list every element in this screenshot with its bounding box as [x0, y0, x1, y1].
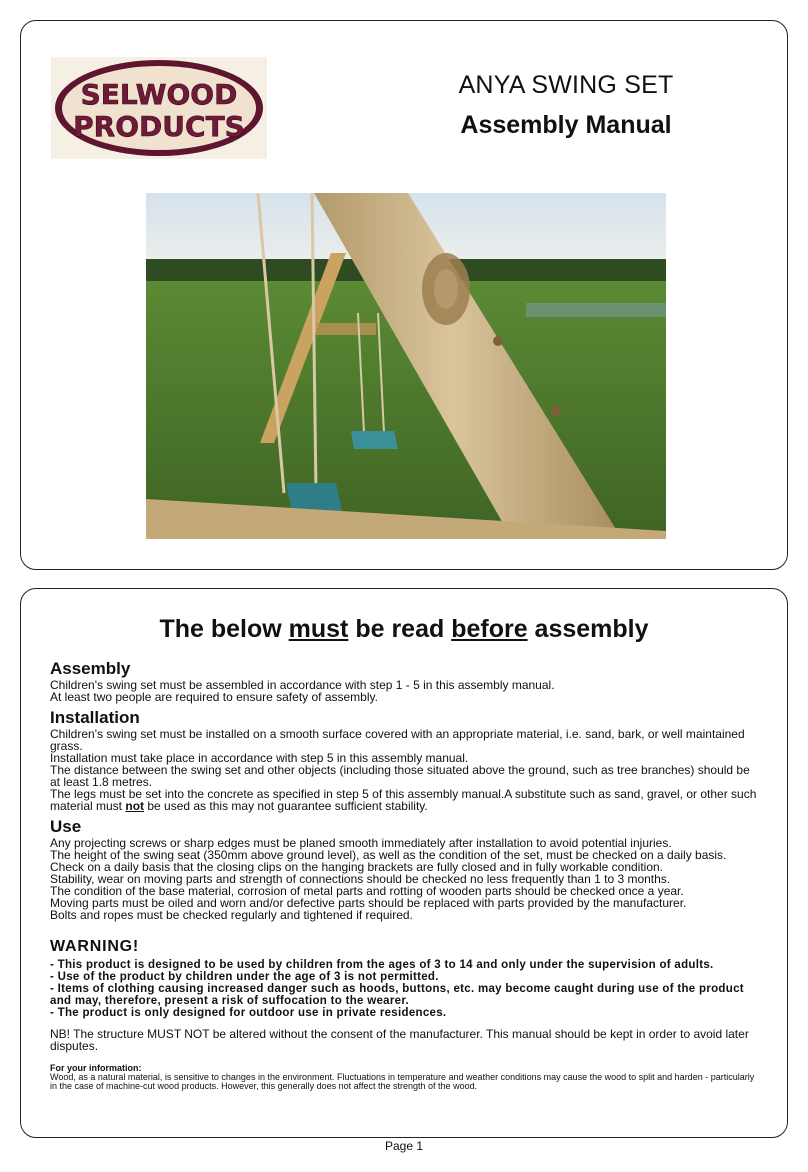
installation-heading: Installation	[50, 708, 140, 727]
installation-line-2: Installation must take place in accordance with step 5 in this assembly manual.	[50, 751, 469, 765]
info-text: Wood, as a natural material, is sensitive to changes in the environment. Fluctuations in temperature and weather conditions may cause the wood to split and harden - particularly in the case of machine-cut wood products. However, this generally does not affect the strength of the wood.	[50, 1072, 755, 1091]
headline-part3: assembly	[527, 615, 649, 643]
assembly-line-2: At least two people are required to ensure safety of assembly.	[50, 690, 378, 704]
installation-line-1: Children's swing set must be installed on a smooth surface covered with an appropriate material, i.e. sand, bark, or well maintained grass.	[50, 727, 745, 753]
use-heading: Use	[50, 817, 82, 836]
use-line-1: Any projecting screws or sharp edges must be planed smooth immediately after installation to avoid potential injuries.	[50, 836, 672, 850]
headline-part2: be read	[348, 615, 452, 643]
assembly-heading: Assembly	[50, 659, 131, 678]
installation-line-4b: be used as this may not guarantee sufficient stability.	[144, 799, 428, 813]
use-line-7: Bolts and ropes must be checked regularly and tightened if required.	[50, 908, 413, 922]
warning-heading: WARNING!	[50, 938, 140, 955]
photo-illustration	[146, 193, 666, 539]
warning-item-3: - Items of clothing causing increased danger such as hoods, buttons, etc. may become caught during use of the product and may, therefore, present a risk of suffocation to the wearer.	[50, 983, 744, 1007]
page-number: Page 1	[384, 1139, 424, 1153]
use-line-2: The height of the swing seat (350mm above ground level), as well as the condition of the set, must be checked on a daily basis.	[50, 848, 727, 862]
headline-part1: The below	[159, 615, 289, 643]
product-title: ANYA SWING SET	[458, 71, 674, 99]
installation-line-3: The distance between the swing set and other objects (including those situated above the ground, such as tree branches) should be at least 1.8 metres.	[50, 763, 750, 789]
warning-list	[50, 959, 761, 1019]
installation-line-4	[50, 788, 761, 812]
assembly-line-1: Children's swing set must be assembled in accordance with step 1 - 5 in this assembly manual.	[50, 678, 555, 692]
installation-line-4a: The legs must be set into the concrete as specified in step 5 of this assembly manual.A substitute such as sand, gravel, or other such material must	[50, 787, 757, 813]
swing-set-photo	[146, 193, 666, 539]
installation-not: not	[125, 799, 145, 813]
read-before-assembly-headline	[21, 615, 787, 644]
logo-line1: SELWOOD	[80, 78, 238, 111]
cover-panel	[20, 20, 788, 570]
logo-image	[51, 57, 267, 159]
logo-line2: PRODUCTS	[73, 110, 245, 143]
headline-must: must	[288, 615, 349, 643]
use-line-6: Moving parts must be oiled and worn and/or defective parts should be replaced with parts provided by the manufacturer.	[50, 896, 687, 910]
use-line-3: Check on a daily basis that the closing clips on the hanging brackets are fully closed and in fully workable condition.	[50, 860, 664, 874]
use-line-5: The condition of the base material, corrosion of metal parts and rotting of wooden parts should be checked once a year.	[50, 884, 684, 898]
notice-content	[50, 659, 761, 1091]
warning-item-2: - Use of the product by children under the age of 3 is not permitted.	[50, 971, 439, 983]
nb-note: NB! The structure MUST NOT be altered without the consent of the manufacturer. This manual should be kept in order to avoid later disputes.	[50, 1027, 749, 1053]
selwood-logo	[51, 57, 267, 159]
headline-before: before	[451, 615, 528, 643]
info-heading: For your information:	[50, 1063, 142, 1073]
warning-item-4: - The product is only designed for outdoor use in private residences.	[50, 1007, 447, 1019]
use-line-4: Stability, wear on moving parts and strength of connections should be checked no less frequently than 1 to 3 months.	[50, 872, 671, 886]
document-title: Assembly Manual	[460, 111, 672, 139]
safety-notice-panel	[20, 588, 788, 1138]
warning-item-1: - This product is designed to be used by children from the ages of 3 to 14 and only under the supervision of adults.	[50, 959, 714, 971]
